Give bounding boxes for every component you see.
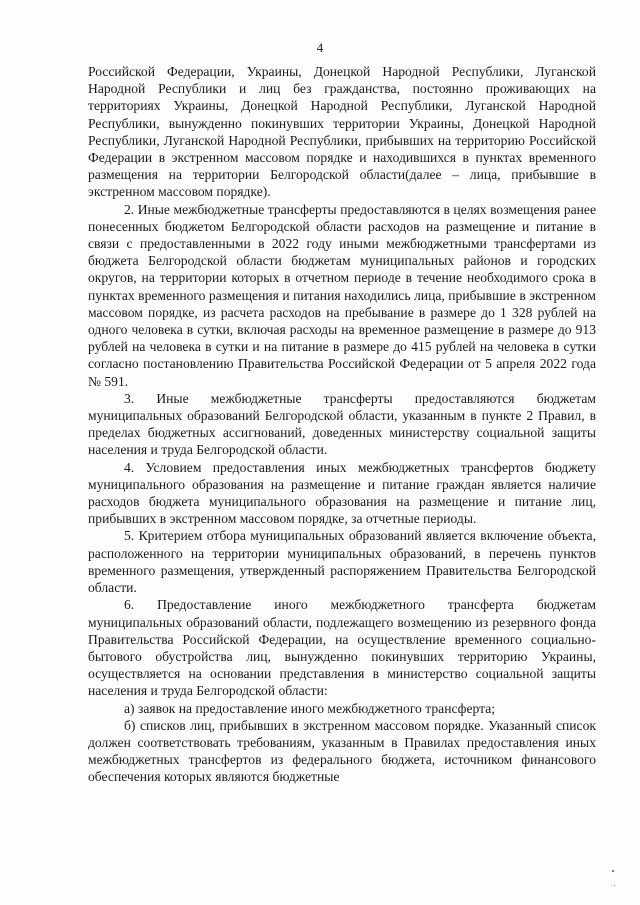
- paragraph-item-3: 3. Иные межбюджетные трансферты предоставляются бюджетам муниципальных образований Белгородской области, указанным в пункте 2 Правил, в пределах бюджетных ассигнований, доведенных министерству социальной защиты населения и труда Белгородской области.: [88, 390, 596, 458]
- paragraph-continuation: Российской Федерации, Украины, Донецкой Народной Республики, Луганской Народной Республики и лиц без гражданства, постоянно проживающих на территориях Украины, Донецкой Народной Республики, Луганской Народной Республики, вынужденно покинувших территории Украины, Донецкой Народной Республики, Луганской Народной Республики, прибывших на территорию Российской Федерации в экстренном массовом порядке и находившихся в пунктах временного размещения на территории Белгородской области(далее – лица, прибывшие в экстренном массовом порядке).: [88, 64, 596, 200]
- scan-speck: [612, 870, 614, 872]
- paragraph-item-5: 5. Критерием отбора муниципальных образований является включение объекта, расположенного на территории муниципальных образований, в перечень пунктов временного размещения, утвержденный распоряжением Правительства Белгородской области.: [88, 528, 596, 596]
- document-body: [88, 63, 596, 786]
- paragraph-subitem-b: б) списков лиц, прибывших в экстренном массовом порядке. Указанный список должен соответствовать требованиям, указанным в Правилах предоставления иных межбюджетных трансфертов из федерального бюджета, источником финансового обеспечения которых являются бюджетные: [88, 717, 596, 785]
- paragraph-item-6: 6. Предоставление иного межбюджетного трансферта бюджетам муниципальных образований области, подлежащего возмещению из резервного фонда Правительства Российской Федерации, на осуществление временного социально-бытового обустройства лиц, вынужденно покинувших территорию Украины, осуществляется на основании представления в министерство социальной защиты населения и труда Белгородской области:: [88, 597, 596, 699]
- paragraph-item-4: 4. Условием предоставления иных межбюджетных трансфертов бюджету муниципального образования на размещение и питание граждан является наличие расходов бюджета муниципального образования на размещение и питание лиц, прибывших в экстренном массовом порядке, за отчетные периоды.: [88, 459, 596, 527]
- page-number: 4: [316, 40, 324, 55]
- paragraph-item-2: 2. Иные межбюджетные трансферты предоставляются в целях возмещения ранее понесенных бюджетом Белгородской области расходов на размещение и питание в связи с предоставленными в 2022 году иными межбюджетными трансфертами из бюджета Белгородской области бюджетам муниципальных районов и городских округов, на территории которых в отчетном периоде в течение необходимого срока в пунктах временного размещения и питания находились лица, прибывшие в экстренном массовом порядке, из расчета расходов на пребывание в размере до 1 328 рублей на одного человека в сутки, включая расходы на временное размещение в размере до 913 рублей на человека в сутки и на питание в размере до 415 рублей на человека в сутки согласно постановлению Правительства Российской Федерации от 5 апреля 2022 года № 591.: [88, 201, 596, 389]
- scan-speck: [614, 885, 615, 886]
- paragraph-subitem-a: а) заявок на предоставление иного межбюджетного трансферта;: [124, 700, 496, 716]
